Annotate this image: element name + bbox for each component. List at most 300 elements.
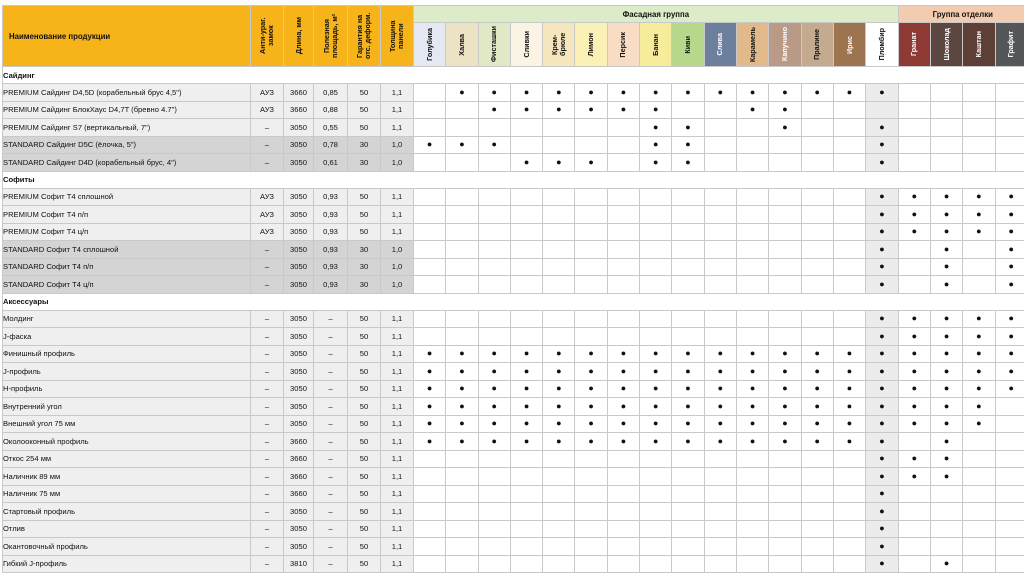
- availability-dot: ●: [653, 400, 659, 411]
- availability-cell: [769, 450, 801, 468]
- color-column-header: Персик: [607, 23, 639, 67]
- availability-dot: ●: [911, 313, 918, 324]
- color-column-header: Пломбир: [866, 23, 899, 67]
- availability-dot: ●: [685, 139, 691, 150]
- availability-cell: [769, 415, 801, 433]
- cell-lock: –: [251, 241, 284, 259]
- cell-area: –: [314, 380, 348, 398]
- availability-cell: [640, 328, 672, 346]
- availability-dot: ●: [879, 278, 885, 289]
- cell-warranty: 30: [348, 258, 381, 276]
- availability-dot: ●: [620, 104, 627, 115]
- cell-lock: –: [251, 276, 284, 294]
- cell-warranty: 50: [348, 468, 381, 486]
- availability-cell: [543, 485, 575, 503]
- table-row: [3, 363, 1024, 381]
- availability-cell: [930, 84, 962, 102]
- availability-cell: [769, 363, 801, 381]
- availability-cell: [736, 241, 768, 259]
- availability-cell: [672, 276, 704, 294]
- availability-dot: ●: [976, 208, 982, 219]
- availability-cell: [640, 101, 672, 119]
- availability-dot: ●: [620, 365, 627, 376]
- cell-lock: –: [251, 468, 284, 486]
- cell-lock: АУЗ: [251, 84, 284, 102]
- availability-cell: [510, 188, 542, 206]
- availability-cell: [640, 398, 672, 416]
- availability-dot: ●: [911, 330, 918, 341]
- availability-dot: ●: [491, 383, 497, 394]
- availability-cell: [575, 398, 607, 416]
- availability-dot: ●: [717, 400, 724, 411]
- availability-dot: ●: [943, 226, 950, 237]
- availability-cell: [736, 468, 768, 486]
- availability-cell: [478, 363, 510, 381]
- product-name: Отлив: [3, 520, 251, 538]
- availability-cell: [672, 520, 704, 538]
- availability-dot: ●: [459, 383, 465, 394]
- cell-warranty: 30: [348, 241, 381, 259]
- cell-lock: –: [251, 154, 284, 172]
- availability-cell: [543, 310, 575, 328]
- availability-cell: [963, 398, 995, 416]
- availability-cell: [769, 398, 801, 416]
- availability-cell: [510, 119, 542, 137]
- availability-cell: [736, 310, 768, 328]
- availability-cell: [640, 520, 672, 538]
- availability-cell: [769, 223, 801, 241]
- facade-group-header: Фасадная группа: [414, 6, 899, 23]
- availability-cell: [446, 119, 478, 137]
- availability-dot: ●: [976, 383, 982, 394]
- cell-area: –: [314, 345, 348, 363]
- availability-cell: [704, 468, 736, 486]
- availability-cell: [995, 555, 1024, 573]
- table-row: [3, 433, 1024, 451]
- availability-cell: [575, 363, 607, 381]
- availability-cell: [478, 555, 510, 573]
- cell-lock: –: [251, 485, 284, 503]
- cell-area: 0,93: [314, 223, 348, 241]
- availability-cell: [898, 520, 930, 538]
- availability-cell: [769, 485, 801, 503]
- color-column-header: Банан: [640, 23, 672, 67]
- availability-cell: [995, 206, 1024, 224]
- availability-cell: [672, 154, 704, 172]
- availability-dot: ●: [426, 348, 433, 359]
- availability-dot: ●: [523, 104, 530, 115]
- availability-dot: ●: [717, 418, 724, 429]
- availability-cell: [995, 310, 1024, 328]
- availability-cell: [898, 363, 930, 381]
- section-header: [3, 171, 1024, 188]
- availability-cell: [736, 538, 768, 556]
- availability-cell: [510, 433, 542, 451]
- availability-dot: ●: [620, 86, 627, 97]
- header-product-name: Наименование продукции: [3, 6, 251, 67]
- availability-cell: [414, 468, 446, 486]
- cell-thickness: 1,1: [381, 310, 414, 328]
- availability-dot: ●: [879, 400, 885, 411]
- availability-cell: [866, 450, 899, 468]
- availability-cell: [736, 119, 768, 137]
- availability-dot: ●: [782, 348, 788, 359]
- availability-cell: [478, 241, 510, 259]
- availability-cell: [640, 450, 672, 468]
- availability-cell: [801, 538, 833, 556]
- availability-cell: [510, 485, 542, 503]
- availability-cell: [575, 276, 607, 294]
- availability-cell: [446, 415, 478, 433]
- availability-cell: [736, 415, 768, 433]
- availability-cell: [704, 258, 736, 276]
- availability-cell: [575, 136, 607, 154]
- availability-cell: [801, 485, 833, 503]
- availability-dot: ●: [911, 400, 918, 411]
- availability-cell: [801, 398, 833, 416]
- cell-thickness: 1,1: [381, 206, 414, 224]
- availability-dot: ●: [846, 418, 853, 429]
- availability-dot: ●: [943, 470, 950, 481]
- availability-dot: ●: [879, 139, 885, 150]
- availability-cell: [930, 136, 962, 154]
- availability-cell: [446, 101, 478, 119]
- cell-thickness: 1,1: [381, 223, 414, 241]
- availability-dot: ●: [879, 365, 885, 376]
- availability-cell: [866, 328, 899, 346]
- cell-thickness: 1,1: [381, 188, 414, 206]
- availability-cell: [672, 206, 704, 224]
- availability-cell: [510, 555, 542, 573]
- availability-dot: ●: [976, 348, 982, 359]
- product-name: Н-профиль: [3, 380, 251, 398]
- availability-dot: ●: [588, 365, 594, 376]
- cell-lock: –: [251, 380, 284, 398]
- availability-dot: ●: [459, 400, 465, 411]
- availability-cell: [930, 450, 962, 468]
- availability-cell: [607, 380, 639, 398]
- cell-area: 0,55: [314, 119, 348, 137]
- availability-cell: [672, 380, 704, 398]
- availability-cell: [607, 415, 639, 433]
- availability-cell: [769, 328, 801, 346]
- availability-cell: [736, 363, 768, 381]
- availability-cell: [736, 433, 768, 451]
- availability-dot: ●: [879, 453, 885, 464]
- availability-dot: ●: [782, 418, 788, 429]
- availability-dot: ●: [426, 365, 433, 376]
- color-column-header: Лимон: [575, 23, 607, 67]
- table-row: [3, 136, 1024, 154]
- availability-dot: ●: [588, 435, 594, 446]
- availability-cell: [607, 136, 639, 154]
- availability-cell: [607, 555, 639, 573]
- finish-group-header: Группа отделки: [898, 6, 1024, 23]
- availability-cell: [963, 433, 995, 451]
- header-lock: Анти-ураг. замок: [251, 6, 284, 67]
- availability-cell: [801, 84, 833, 102]
- cell-warranty: 50: [348, 119, 381, 137]
- availability-dot: ●: [846, 86, 853, 97]
- availability-dot: ●: [491, 400, 497, 411]
- cell-length: 3050: [284, 276, 314, 294]
- cell-thickness: 1,0: [381, 258, 414, 276]
- availability-cell: [575, 241, 607, 259]
- availability-cell: [704, 520, 736, 538]
- cell-length: 3050: [284, 258, 314, 276]
- availability-cell: [510, 345, 542, 363]
- availability-cell: [963, 363, 995, 381]
- product-name: Внешний угол 75 мм: [3, 415, 251, 433]
- availability-cell: [672, 345, 704, 363]
- availability-cell: [833, 450, 865, 468]
- availability-cell: [543, 119, 575, 137]
- availability-dot: ●: [943, 453, 950, 464]
- availability-cell: [607, 241, 639, 259]
- cell-length: 3660: [284, 101, 314, 119]
- availability-dot: ●: [943, 435, 950, 446]
- cell-warranty: 30: [348, 276, 381, 294]
- availability-dot: ●: [459, 348, 465, 359]
- availability-cell: [510, 450, 542, 468]
- availability-dot: ●: [911, 453, 918, 464]
- availability-dot: ●: [1008, 313, 1014, 324]
- availability-dot: ●: [976, 400, 982, 411]
- product-name: STANDARD Софит Т4 ц/п: [3, 276, 251, 294]
- availability-dot: ●: [717, 348, 724, 359]
- availability-cell: [833, 555, 865, 573]
- availability-cell: [769, 520, 801, 538]
- availability-cell: [736, 84, 768, 102]
- availability-cell: [963, 206, 995, 224]
- availability-cell: [866, 310, 899, 328]
- availability-cell: [543, 433, 575, 451]
- availability-cell: [672, 485, 704, 503]
- availability-cell: [833, 310, 865, 328]
- availability-cell: [898, 415, 930, 433]
- color-column-header: Пралине: [801, 23, 833, 67]
- availability-cell: [672, 119, 704, 137]
- cell-thickness: 1,1: [381, 363, 414, 381]
- cell-lock: –: [251, 328, 284, 346]
- availability-cell: [963, 223, 995, 241]
- product-name: J-фаска: [3, 328, 251, 346]
- product-name: Гибкий J-профиль: [3, 555, 251, 573]
- availability-cell: [575, 206, 607, 224]
- cell-lock: –: [251, 520, 284, 538]
- availability-cell: [704, 363, 736, 381]
- availability-dot: ●: [1008, 226, 1014, 237]
- availability-cell: [446, 310, 478, 328]
- availability-cell: [672, 188, 704, 206]
- availability-cell: [640, 136, 672, 154]
- availability-dot: ●: [491, 418, 497, 429]
- availability-cell: [898, 468, 930, 486]
- cell-thickness: 1,1: [381, 84, 414, 102]
- availability-dot: ●: [879, 540, 885, 551]
- availability-cell: [963, 450, 995, 468]
- availability-dot: ●: [588, 348, 594, 359]
- cell-warranty: 50: [348, 328, 381, 346]
- cell-warranty: 50: [348, 345, 381, 363]
- color-column-header: Крем-брюле: [543, 23, 575, 67]
- availability-cell: [640, 503, 672, 521]
- cell-lock: –: [251, 503, 284, 521]
- availability-cell: [898, 119, 930, 137]
- availability-cell: [736, 555, 768, 573]
- availability-cell: [640, 258, 672, 276]
- availability-dot: ●: [749, 383, 756, 394]
- availability-cell: [930, 188, 962, 206]
- availability-cell: [995, 538, 1024, 556]
- product-name: STANDARD Софит Т4 п/п: [3, 258, 251, 276]
- availability-cell: [736, 136, 768, 154]
- availability-cell: [543, 258, 575, 276]
- availability-cell: [446, 345, 478, 363]
- availability-cell: [510, 84, 542, 102]
- availability-cell: [575, 380, 607, 398]
- availability-dot: ●: [879, 156, 885, 167]
- table-row: [3, 206, 1024, 224]
- availability-dot: ●: [653, 383, 659, 394]
- availability-cell: [995, 154, 1024, 172]
- color-column-header: Голубика: [414, 23, 446, 67]
- availability-cell: [510, 258, 542, 276]
- cell-lock: –: [251, 415, 284, 433]
- availability-cell: [866, 363, 899, 381]
- table-row: [3, 398, 1024, 416]
- availability-dot: ●: [556, 86, 562, 97]
- availability-cell: [607, 538, 639, 556]
- availability-dot: ●: [1008, 261, 1014, 272]
- availability-cell: [414, 223, 446, 241]
- cell-area: 0,93: [314, 188, 348, 206]
- availability-cell: [478, 101, 510, 119]
- availability-cell: [704, 328, 736, 346]
- availability-cell: [704, 136, 736, 154]
- availability-dot: ●: [523, 348, 530, 359]
- availability-dot: ●: [879, 558, 885, 569]
- table-row: [3, 468, 1024, 486]
- availability-cell: [769, 101, 801, 119]
- availability-cell: [963, 241, 995, 259]
- availability-cell: [995, 84, 1024, 102]
- availability-cell: [963, 258, 995, 276]
- availability-cell: [575, 415, 607, 433]
- availability-dot: ●: [1008, 191, 1014, 202]
- availability-cell: [833, 415, 865, 433]
- availability-cell: [769, 433, 801, 451]
- availability-cell: [898, 398, 930, 416]
- availability-cell: [607, 223, 639, 241]
- availability-cell: [543, 136, 575, 154]
- availability-cell: [607, 188, 639, 206]
- availability-cell: [672, 555, 704, 573]
- availability-cell: [704, 119, 736, 137]
- availability-cell: [414, 433, 446, 451]
- availability-dot: ●: [943, 261, 950, 272]
- availability-cell: [510, 415, 542, 433]
- availability-cell: [704, 310, 736, 328]
- availability-cell: [543, 503, 575, 521]
- availability-dot: ●: [943, 558, 950, 569]
- availability-cell: [769, 136, 801, 154]
- availability-cell: [672, 310, 704, 328]
- cell-length: 3050: [284, 398, 314, 416]
- availability-cell: [446, 433, 478, 451]
- availability-cell: [607, 84, 639, 102]
- availability-dot: ●: [556, 400, 562, 411]
- product-name: Околооконный профиль: [3, 433, 251, 451]
- cell-area: –: [314, 415, 348, 433]
- availability-dot: ●: [491, 365, 497, 376]
- availability-cell: [672, 398, 704, 416]
- availability-cell: [930, 468, 962, 486]
- availability-cell: [963, 415, 995, 433]
- cell-length: 3050: [284, 520, 314, 538]
- availability-cell: [833, 345, 865, 363]
- availability-cell: [704, 380, 736, 398]
- availability-cell: [995, 433, 1024, 451]
- availability-dot: ●: [523, 86, 530, 97]
- availability-cell: [575, 154, 607, 172]
- availability-cell: [575, 433, 607, 451]
- availability-cell: [607, 520, 639, 538]
- availability-cell: [801, 415, 833, 433]
- availability-dot: ●: [976, 226, 982, 237]
- color-column-header: Халва: [446, 23, 478, 67]
- availability-cell: [640, 223, 672, 241]
- availability-cell: [866, 84, 899, 102]
- availability-dot: ●: [426, 435, 433, 446]
- availability-cell: [995, 363, 1024, 381]
- availability-cell: [769, 276, 801, 294]
- availability-cell: [769, 206, 801, 224]
- product-name: STANDARD Сайдинг D4D (корабельный брус, 4"): [3, 154, 251, 172]
- availability-cell: [575, 450, 607, 468]
- availability-cell: [575, 538, 607, 556]
- availability-dot: ●: [911, 470, 918, 481]
- availability-cell: [607, 276, 639, 294]
- availability-cell: [963, 380, 995, 398]
- table-row: [3, 328, 1024, 346]
- availability-dot: ●: [426, 383, 433, 394]
- availability-cell: [510, 154, 542, 172]
- availability-cell: [898, 450, 930, 468]
- cell-lock: –: [251, 363, 284, 381]
- cell-thickness: 1,1: [381, 345, 414, 363]
- availability-cell: [640, 415, 672, 433]
- availability-cell: [769, 468, 801, 486]
- availability-cell: [963, 520, 995, 538]
- availability-cell: [930, 520, 962, 538]
- cell-thickness: 1,0: [381, 276, 414, 294]
- cell-thickness: 1,1: [381, 538, 414, 556]
- availability-cell: [736, 520, 768, 538]
- availability-cell: [446, 241, 478, 259]
- availability-cell: [866, 380, 899, 398]
- availability-cell: [704, 84, 736, 102]
- availability-cell: [478, 380, 510, 398]
- availability-cell: [414, 363, 446, 381]
- availability-dot: ●: [782, 104, 788, 115]
- cell-warranty: 50: [348, 310, 381, 328]
- availability-dot: ●: [879, 488, 885, 499]
- availability-cell: [801, 101, 833, 119]
- availability-cell: [833, 206, 865, 224]
- availability-dot: ●: [879, 261, 885, 272]
- cell-warranty: 50: [348, 415, 381, 433]
